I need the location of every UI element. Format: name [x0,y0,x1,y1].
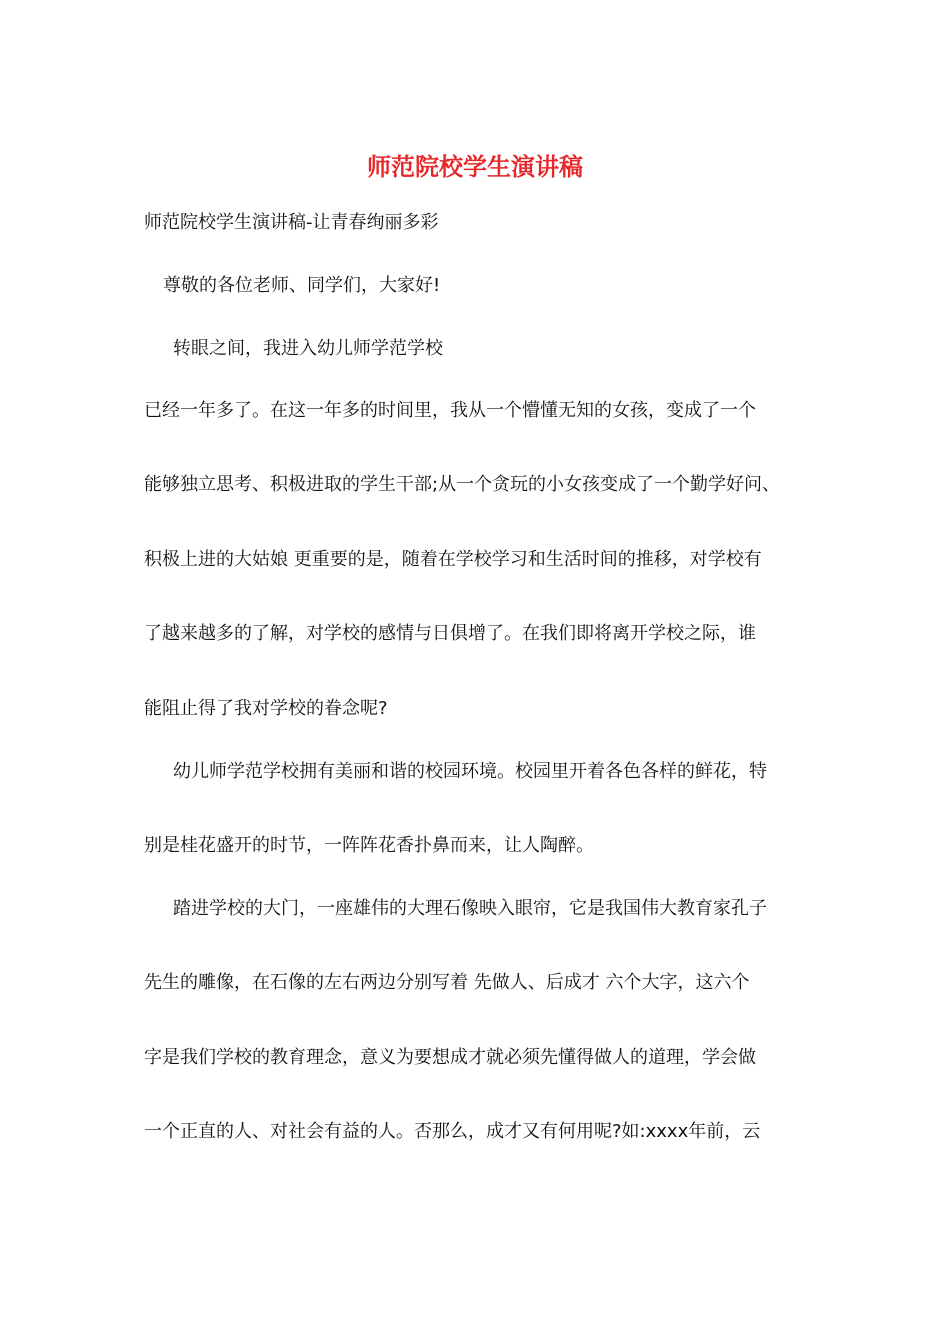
subtitle-line: 师范院校学生演讲稿-让青春绚丽多彩 [144,212,439,233]
paragraph-line: 已经一年多了。在这一年多的时间里，我从一个懵懂无知的女孩，变成了一个 [144,400,756,421]
document-title: 师范院校学生演讲稿 [367,152,583,181]
paragraph-line: 能够独立思考、积极进取的学生干部;从一个贪玩的小女孩变成了一个勤学好问、 [144,474,781,495]
paragraph-line: 踏进学校的大门，一座雄伟的大理石像映入眼帘，它是我国伟大教育家孔子 [173,898,767,919]
paragraph-line: 字是我们学校的教育理念，意义为要想成才就必须先懂得做人的道理，学会做 [144,1047,756,1068]
paragraph-line: 幼儿师学范学校拥有美丽和谐的校园环境。校园里开着各色各样的鲜花，特 [173,761,767,782]
paragraph-line: 能阻止得了我对学校的眷念呢? [144,698,388,719]
paragraph-line: 积极上进的大姑娘 更重要的是，随着在学校学习和生活时间的推移，对学校有 [144,549,762,570]
paragraph-line: 了越来越多的了解，对学校的感情与日俱增了。在我们即将离开学校之际，谁 [144,623,756,644]
paragraph-line: 转眼之间，我进入幼儿师学范学校 [173,338,443,359]
paragraph-line: 先生的雕像，在石像的左右两边分别写着 先做人、后成才 六个大字，这六个 [144,972,750,993]
greeting-line: 尊敬的各位老师、同学们，大家好! [163,275,441,296]
paragraph-line: 一个正直的人、对社会有益的人。否那么，成才又有何用呢?如:xxxx年前，云 [144,1121,761,1142]
paragraph-line: 别是桂花盛开的时节，一阵阵花香扑鼻而来，让人陶醉。 [144,835,594,856]
